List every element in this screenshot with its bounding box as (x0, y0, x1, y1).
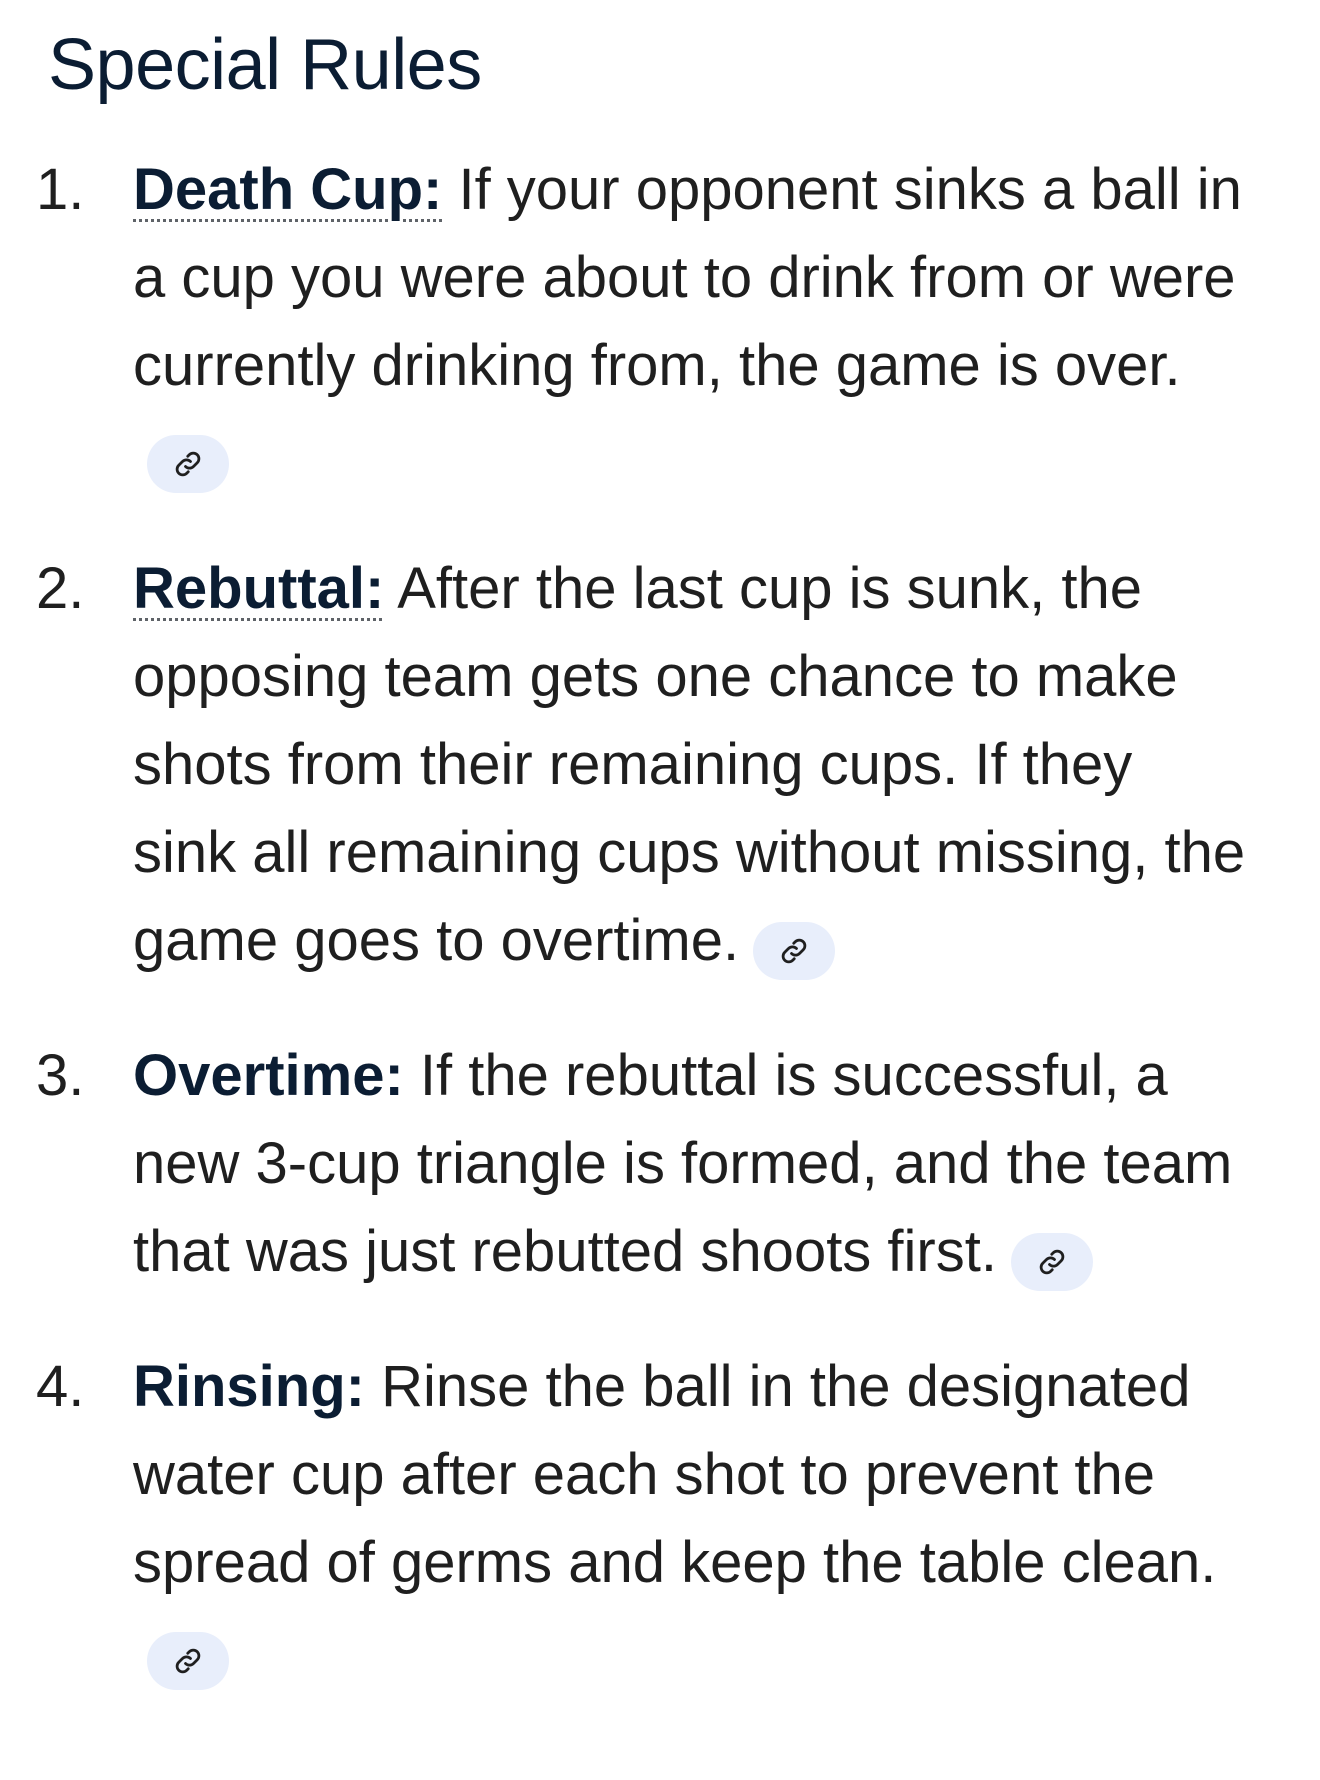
citation-button[interactable] (147, 1632, 229, 1690)
list-item (0, 545, 1320, 985)
citation-button[interactable] (147, 435, 229, 493)
list-item-number: 2. (36, 556, 85, 621)
rule-term: Overtime: (133, 1043, 404, 1108)
rules-list (0, 146, 1320, 1742)
link-icon (173, 449, 203, 479)
rule-term-link[interactable]: Rebuttal: (133, 556, 385, 621)
list-item-number: 3. (36, 1043, 85, 1108)
list-item (0, 1343, 1320, 1695)
rule-term-link[interactable]: Death Cup: (133, 157, 443, 222)
rule-text: Rinse the ball in the designated water cup after each shot to prevent the spread of germs and keep the table clean. (133, 1354, 1217, 1595)
rule-text: After the last cup is sunk, the opposing team gets one chance to make shots from their remaining cups. If they sink all remaining cups without missing, the game goes to overtime. (133, 556, 1246, 973)
citation-button[interactable] (1011, 1233, 1093, 1291)
link-icon (779, 936, 809, 966)
citation-button[interactable] (753, 922, 835, 980)
list-item (0, 1032, 1320, 1296)
list-item-number: 1. (36, 157, 85, 222)
page-title: Special Rules (48, 25, 482, 105)
list-item-number: 4. (36, 1354, 85, 1419)
link-icon (173, 1646, 203, 1676)
link-icon (1037, 1247, 1067, 1277)
rule-term: Rinsing: (133, 1354, 365, 1419)
rule-text: If the rebuttal is successful, a new 3-cup triangle is formed, and the team that was just rebutted shoots first. (133, 1043, 1233, 1284)
rule-text: If your opponent sinks a ball in a cup you were about to drink from or were currently drinking from, the game is over. (133, 157, 1242, 398)
list-item (0, 146, 1320, 498)
